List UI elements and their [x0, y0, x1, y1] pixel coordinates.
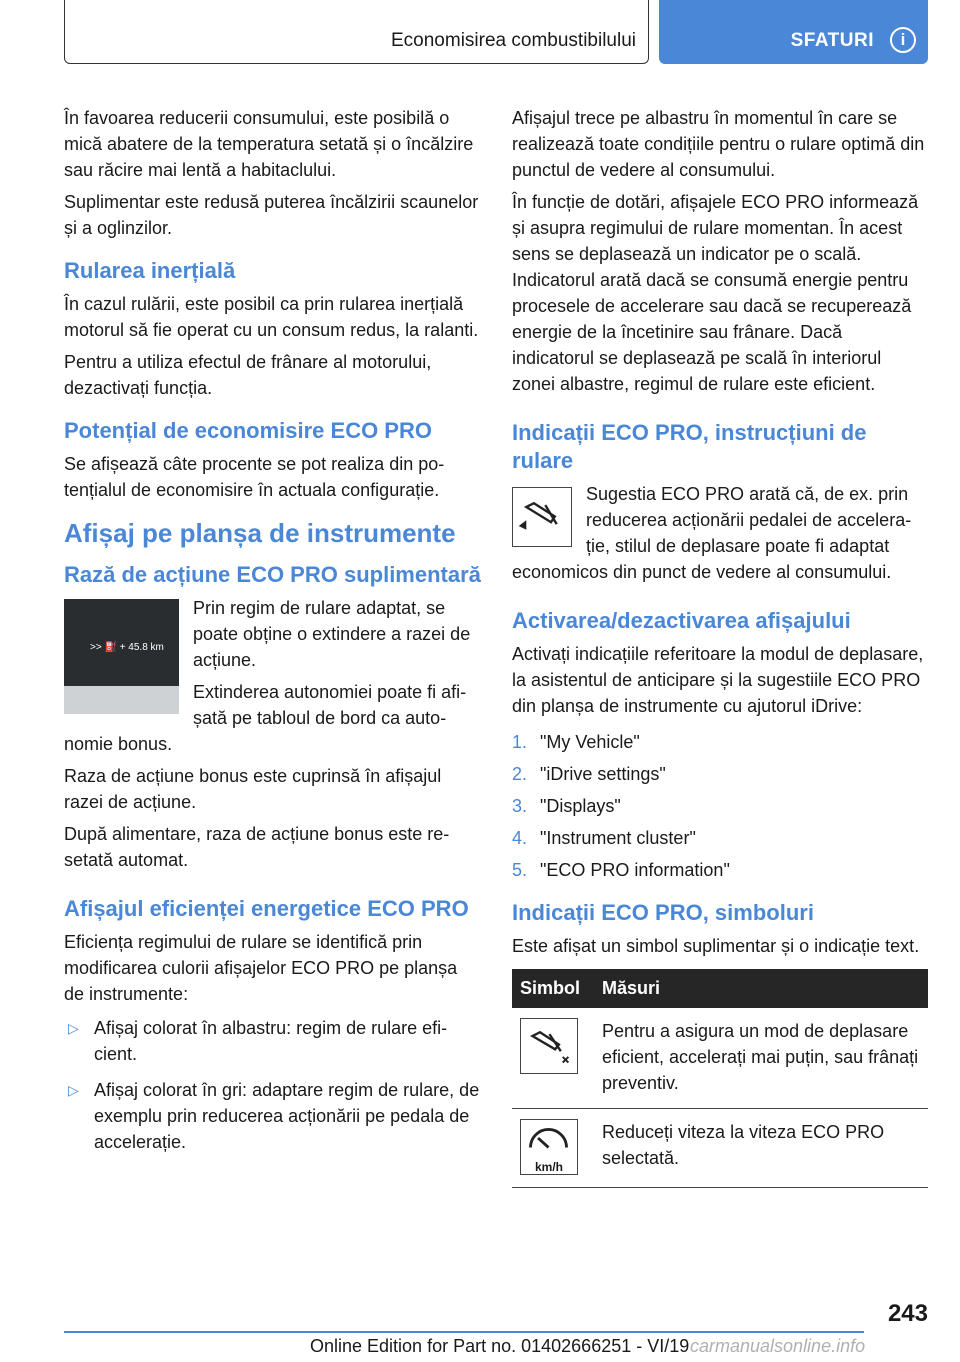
paragraph: Este afișat un simbol suplimentar și o indicație text.	[512, 936, 920, 956]
triangle-bullet-icon: ▷	[68, 1082, 79, 1098]
table-row	[512, 1008, 928, 1109]
paragraph: Sugestia ECO PRO arată că, de ex. prin reducerea acționării pedalei de accelerație, stilul de deplasare poate fi adaptat economicos din punct de vedere al consumului.	[512, 484, 912, 582]
page-number: 243	[887, 1300, 928, 1327]
heading-coasting: Rularea inerțială	[64, 258, 236, 283]
heading-instrument-cluster: Afișaj pe planșa de instrumente	[64, 518, 456, 548]
table-cell: Pentru a asigura un mod de deplasare eficient, accelerați mai puțin, sau frânați preventiv.	[594, 1008, 928, 1109]
dashboard-range-text: >> ⛽ + 45.8 km	[90, 642, 164, 653]
info-icon: i	[890, 27, 916, 53]
paragraph: După alimentare, raza de acțiune bonus este resetată automat.	[64, 824, 450, 870]
left-column	[64, 105, 482, 1165]
dashboard-range-image	[64, 599, 179, 714]
paragraph: În funcție de dotări, afișajele ECO PRO informează și asupra regimului de rulare momentan. În acest sens se deplasează un indicator pe o scală. Indicatorul arată dacă se consumă energie pentru procesele de accelerare sau dacă se recuperează energie de la încetinire sau frânare. Dacă indicatorul se deplasează pe scală în interiorul zonei albastre, regimul de rulare este eficient.	[512, 192, 919, 394]
heading-activate-display: Activarea/dezactivarea afișajului	[512, 608, 851, 633]
watermark: carmanualsonline.info	[690, 1336, 866, 1356]
chapter-tab	[659, 0, 928, 64]
page-header	[64, 0, 928, 66]
pedal-hint-icon	[520, 1018, 578, 1074]
heading-efficiency-display: Afișajul eficienței energetice ECO PRO	[64, 896, 469, 921]
paragraph: Extinderea autonomiei poate fi afișată pe tabloul de bord ca autonomie bonus.	[64, 682, 467, 754]
heading-driving-tips: Indicații ECO PRO, instrucțiuni de rulare	[512, 420, 867, 473]
step-item: 2. "iDrive settings"	[512, 764, 666, 784]
paragraph: Suplimentar este redusă puterea încălzirii scaunelor și a oglinzilor.	[64, 192, 479, 238]
symbols-table	[512, 969, 928, 1188]
step-item: 1. "My Vehicle"	[512, 732, 640, 752]
heading-symbols: Indicații ECO PRO, simboluri	[512, 900, 814, 925]
right-column	[512, 105, 928, 1188]
section-tab	[64, 0, 649, 64]
paragraph: În favoarea reducerii consumului, este posibilă o mică abatere de la temperatura setată și o încălzire sau răcire mai lentă a habitaclului.	[64, 108, 474, 180]
heading-savings-potential: Potențial de economisire ECO PRO	[64, 418, 432, 443]
paragraph: Raza de acțiune bonus este cuprinsă în afișajul razei de acțiune.	[64, 766, 442, 812]
chapter-title: SFATURI	[790, 30, 874, 51]
list-item: ▷ Afișaj colorat în albastru: regim de rulare eficient.	[64, 1015, 482, 1067]
step-item: 5. "ECO PRO information"	[512, 860, 730, 880]
paragraph: În cazul rulării, este posibil ca prin rularea inerțială motorul să fie operat cu un consum redus, la ralanti.	[64, 294, 479, 340]
table-cell: Reduceți viteza la viteza ECO PRO selectată.	[594, 1109, 928, 1188]
paragraph: Eficiența regimului de rulare se identifică prin modificarea culorii afișajelor ECO PRO pe planșa de instrumente:	[64, 932, 458, 1004]
pedal-icon	[512, 487, 572, 547]
paragraph: Pentru a utiliza efectul de frânare al motorului, dezactivați funcția.	[64, 352, 432, 398]
column-header-measures: Măsuri	[594, 969, 928, 1008]
paragraph: Prin regim de rulare adaptat, se poate obține o extindere a razei de acțiune.	[193, 598, 471, 670]
heading-bonus-range: Rază de acțiune ECO PRO suplimentară	[64, 562, 481, 587]
paragraph: Se afișează câte procente se pot realiza din potențialul de economisire în actuala configurație.	[64, 454, 445, 500]
paragraph: Activați indicațiile referitoare la modul de deplasare, la asistentul de anticipare și la sugestiile ECO PRO din planșa de instrumente cu ajutorul iDrive:	[512, 644, 924, 716]
list-item: ▷ Afișaj colorat în gri: adaptare regim de rulare, de exemplu prin reducerea acționării pe pedala de accelerație.	[64, 1077, 482, 1155]
column-header-symbol: Simbol	[512, 969, 594, 1008]
table-header-row	[512, 969, 928, 1008]
table-row	[512, 1109, 928, 1188]
speedometer-unit-label: km/h	[534, 1160, 563, 1174]
step-item: 3. "Displays"	[512, 796, 621, 816]
triangle-bullet-icon: ▷	[68, 1020, 79, 1036]
steps-list	[512, 729, 928, 883]
footer-edition: Online Edition for Part no. 01402666251 - VI/19	[310, 1336, 690, 1356]
bullet-list	[64, 1015, 482, 1155]
speedometer-icon	[520, 1119, 578, 1175]
section-title: Economisirea combustibilului	[391, 30, 636, 51]
step-item: 4. "Instrument cluster"	[512, 828, 696, 848]
footer-divider	[64, 1331, 864, 1333]
paragraph: Afișajul trece pe albastru în momentul în care se realizează toate condițiile pentru o rulare optimă din punctul de vedere al consumului.	[512, 108, 925, 180]
